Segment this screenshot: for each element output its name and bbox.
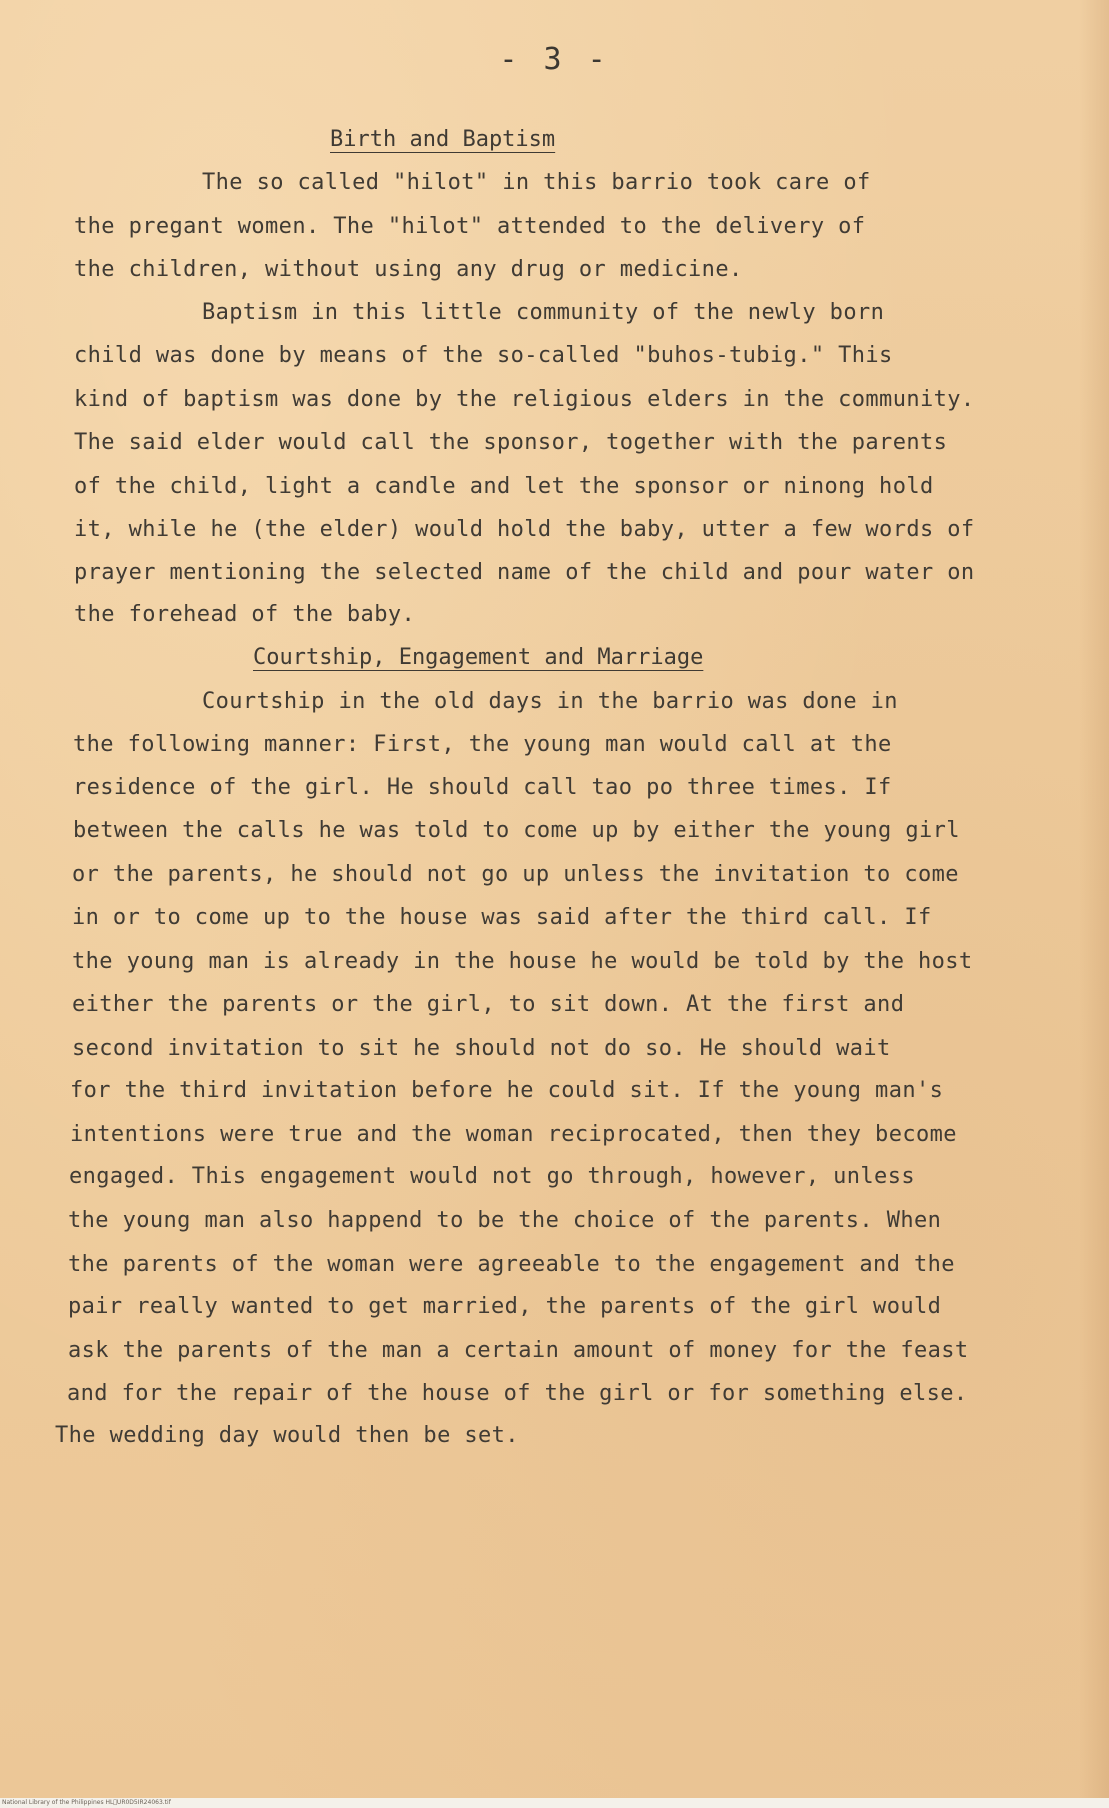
text-line: The wedding day would then be set. (55, 1423, 519, 1448)
text-line: second invitation to sit he should not do so. He should wait (72, 1036, 891, 1061)
text-line: or the parents, he should not go up unless the invitation to come (72, 862, 959, 887)
text-line: the young man is already in the house he would be told by the host (72, 949, 973, 974)
text-line: the children, without using any drug or medicine. (74, 257, 743, 282)
text-line: prayer mentioning the selected name of the child and pour water on (74, 560, 975, 585)
text-line: kind of baptism was done by the religious elders in the community. (74, 387, 975, 412)
text-line: of the child, light a candle and let the sponsor or ninong hold (74, 474, 934, 499)
text-line: the pregant women. The "hilot" attended to the delivery of (74, 214, 866, 239)
text-line: either the parents or the girl, to sit down. At the first and (72, 992, 905, 1017)
text-line: the young man also happend to be the choice of the parents. When (68, 1208, 942, 1233)
section-heading-birth-baptism: Birth and Baptism (330, 127, 556, 152)
text-line: intentions were true and the woman reciprocated, then they become (70, 1122, 957, 1147)
text-line: the following manner: First, the young man would call at the (73, 732, 892, 757)
text-line: residence of the girl. He should call tao po three times. If (73, 775, 892, 800)
section-heading-courtship: Courtship, Engagement and Marriage (253, 645, 704, 670)
scan-footer-caption: National Library of the Philippines HL UR0D5IR24063.tif (2, 1799, 171, 1806)
text-line: pair really wanted to get married, the parents of the girl would (68, 1294, 942, 1319)
page-edge-shadow (1079, 0, 1109, 1808)
text-line: in or to come up to the house was said after the third call. If (72, 905, 932, 930)
text-line: Baptism in this little community of the newly born (202, 300, 885, 325)
text-line: for the third invitation before he could sit. If the young man's (70, 1078, 944, 1103)
text-line: it, while he (the elder) would hold the baby, utter a few words of (74, 517, 975, 542)
text-line: child was done by means of the so-called "buhos-tubig." This (74, 343, 893, 368)
text-line: and for the repair of the house of the girl or for something else. (67, 1381, 968, 1406)
page-number: - 3 - (499, 42, 610, 77)
text-line: Courtship in the old days in the barrio was done in (202, 689, 898, 714)
text-line: the forehead of the baby. (74, 602, 416, 627)
text-line: The said elder would call the sponsor, together with the parents (74, 430, 948, 455)
text-line: ask the parents of the man a certain amount of money for the feast (68, 1338, 969, 1363)
text-line: engaged. This engagement would not go through, however, unless (69, 1164, 915, 1189)
text-line: The so called "hilot" in this barrio took care of (202, 170, 871, 195)
text-line: the parents of the woman were agreeable to the engagement and the (68, 1252, 955, 1277)
text-line: between the calls he was told to come up by either the young girl (73, 818, 960, 843)
